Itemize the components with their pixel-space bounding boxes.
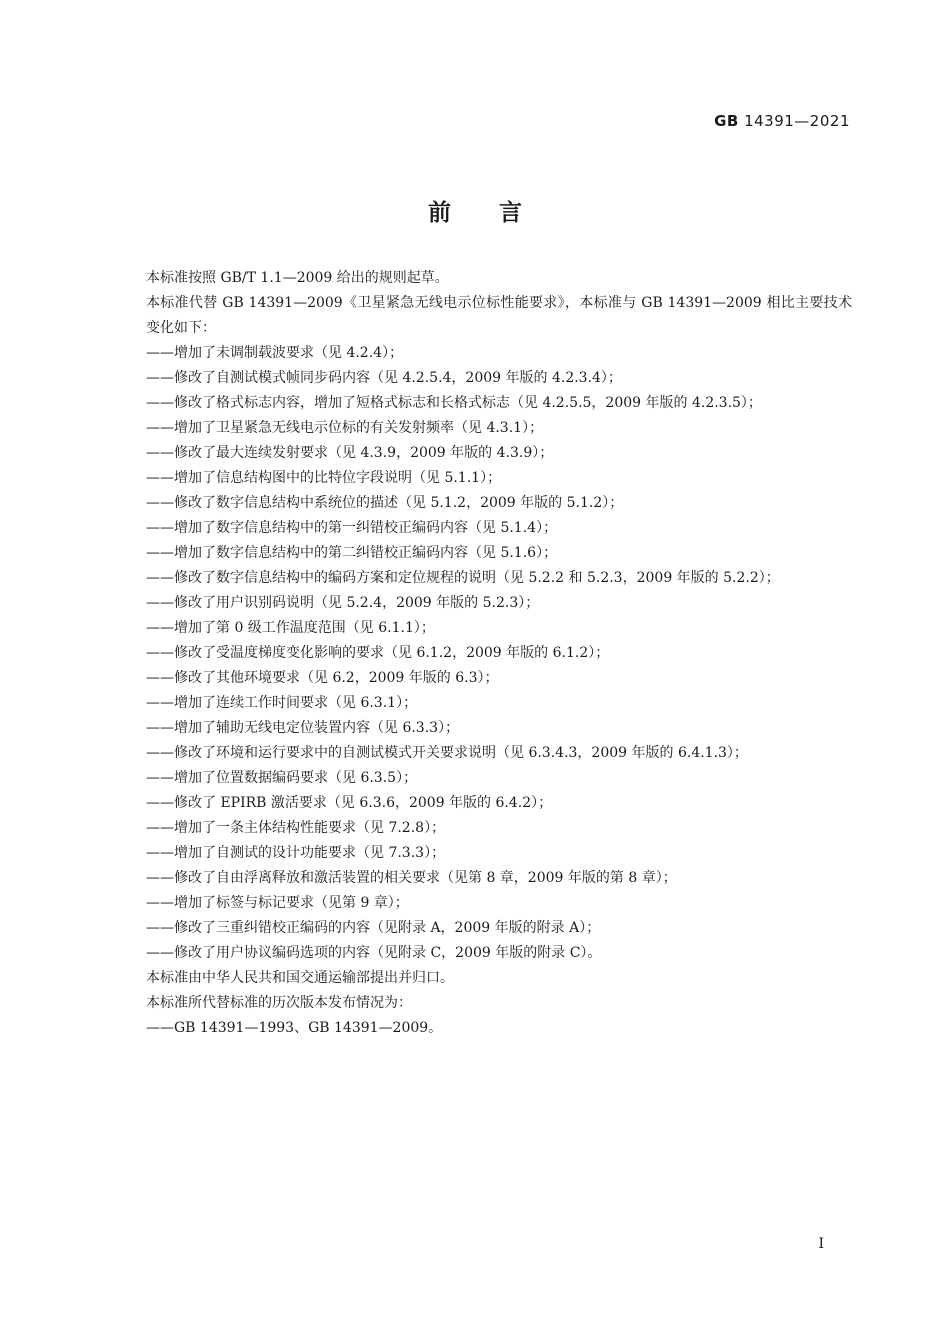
list-item: ——增加了自测试的设计功能要求（见 7.3.3）； bbox=[146, 845, 446, 861]
list-item: ——增加了标签与标记要求（见第 9 章）； bbox=[146, 895, 409, 911]
preface-body bbox=[100, 266, 852, 1041]
paragraph-proposer: 本标准由中华人民共和国交通运输部提出并归口。 bbox=[146, 970, 454, 986]
list-item: ——修改了环境和运行要求中的自测试模式开关要求说明（见 6.3.4.3，2009 年版的 6.4.1.3）； bbox=[146, 745, 748, 761]
list-item: ——修改了自测试模式帧同步码内容（见 4.2.5.4，2009 年版的 4.2.3.4）； bbox=[146, 370, 622, 386]
page-title bbox=[0, 194, 950, 227]
list-item: ——修改了最大连续发射要求（见 4.3.9，2009 年版的 4.3.9）； bbox=[146, 445, 554, 461]
list-item: ——修改了自由浮离释放和激活装置的相关要求（见第 8 章，2009 年版的第 8 章）； bbox=[146, 870, 677, 886]
history-item: ——GB 14391—1993、GB 14391—2009。 bbox=[146, 1020, 443, 1036]
list-item: ——修改了受温度梯度变化影响的要求（见 6.1.2，2009 年版的 6.1.2）； bbox=[146, 645, 610, 661]
list-item: ——增加了信息结构图中的比特位字段说明（见 5.1.1）； bbox=[146, 470, 502, 486]
standard-code-prefix: GB bbox=[714, 112, 739, 130]
list-item: ——增加了位置数据编码要求（见 6.3.5）； bbox=[146, 770, 418, 786]
list-item: ——修改了其他环境要求（见 6.2，2009 年版的 6.3）； bbox=[146, 670, 499, 686]
list-item: ——修改了数字信息结构中系统位的描述（见 5.1.2，2009 年版的 5.1.2）； bbox=[146, 495, 624, 511]
list-item: ——修改了数字信息结构中的编码方案和定位规程的说明（见 5.2.2 和 5.2.3，2009 年版的 5.2.2）； bbox=[146, 570, 780, 586]
paragraph-drafting-rules: 本标准按照 GB/T 1.1—2009 给出的规则起草。 bbox=[146, 270, 449, 286]
list-item: ——增加了数字信息结构中的第二纠错校正编码内容（见 5.1.6）； bbox=[146, 545, 558, 561]
page-number: I bbox=[818, 1236, 824, 1252]
list-item: ——增加了一条主体结构性能要求（见 7.2.8）； bbox=[146, 820, 446, 836]
standard-code-header bbox=[714, 112, 850, 130]
list-item: ——修改了 EPIRB 激活要求（见 6.3.6，2009 年版的 6.4.2）； bbox=[146, 795, 553, 811]
page-title-char-1: 前 bbox=[428, 200, 451, 226]
standard-code-number: 14391—2021 bbox=[744, 112, 850, 130]
list-item: ——增加了未调制载波要求（见 4.2.4）； bbox=[146, 345, 404, 361]
list-item: ——增加了连续工作时间要求（见 6.3.1）； bbox=[146, 695, 418, 711]
list-item: ——增加了辅助无线电定位装置内容（见 6.3.3）； bbox=[146, 720, 460, 736]
list-item: ——修改了三重纠错校正编码的内容（见附录 A，2009 年版的附录 A）； bbox=[146, 920, 601, 936]
list-item: ——增加了数字信息结构中的第一纠错校正编码内容（见 5.1.4）； bbox=[146, 520, 558, 536]
list-item: ——修改了用户识别码说明（见 5.2.4，2009 年版的 5.2.3）； bbox=[146, 595, 540, 611]
paragraph-replacement: 本标准代替 GB 14391—2009《卫星紧急无线电示位标性能要求》，本标准与 GB 14391—2009 相比主要技术变化如下： bbox=[146, 295, 852, 336]
page-title-char-2: 言 bbox=[499, 200, 522, 226]
changes-list bbox=[100, 341, 852, 966]
paragraph-history-intro: 本标准所代替标准的历次版本发布情况为： bbox=[146, 995, 412, 1011]
list-item: ——增加了第 0 级工作温度范围（见 6.1.1）； bbox=[146, 620, 435, 636]
list-item: ——修改了格式标志内容，增加了短格式标志和长格式标志（见 4.2.5.5，2009 年版的 4.2.3.5）； bbox=[146, 395, 762, 411]
list-item: ——修改了用户协议编码选项的内容（见附录 C，2009 年版的附录 C）。 bbox=[146, 945, 602, 961]
list-item: ——增加了卫星紧急无线电示位标的有关发射频率（见 4.3.1）； bbox=[146, 420, 544, 436]
